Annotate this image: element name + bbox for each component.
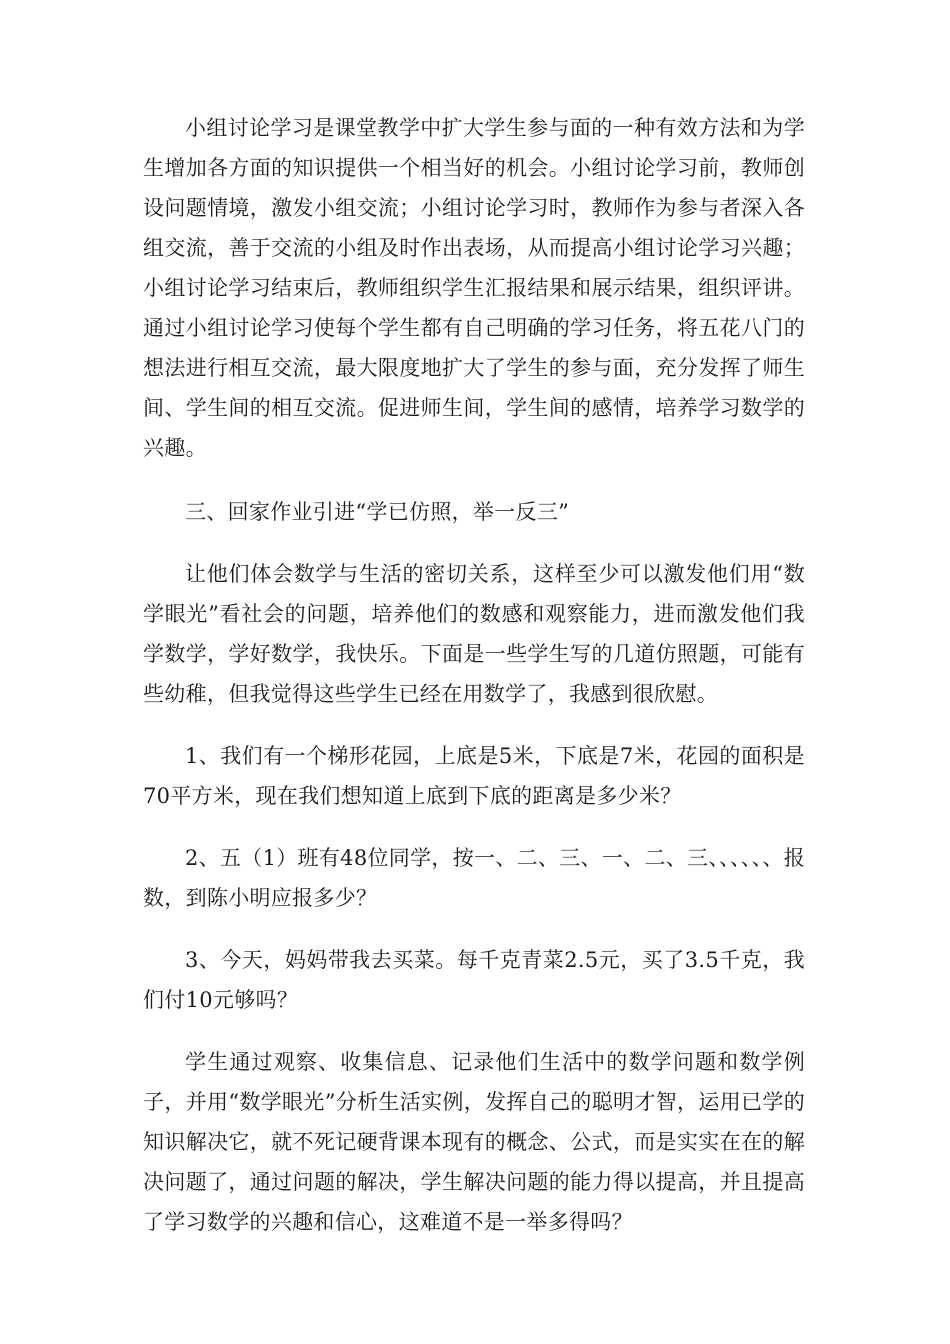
paragraph-conclusion: 学生通过观察、收集信息、记录他们生活中的数学问题和数学例子，并用“数学眼光”分析生活实例，发挥自己的聪明才智，运用已学的知识解决它，就不死记硬背课本现有的概念、公式，而是实实在在的解决问题了，通过问题的解决，学生解决问题的能力得以提高，并且提高了学习数学的兴趣和信心，这难道不是一举多得吗？ <box>143 1050 805 1234</box>
example-problem-2: 2、五（1）班有48位同学，按一、二、三、一、二、三、、、、、、报数，到陈小明应报多少？ <box>143 846 805 910</box>
example-problem-3: 3、今天，妈妈带我去买菜。每千克青菜2.5元，买了3.5千克，我们付10元够吗？ <box>143 948 805 1012</box>
document-page <box>143 108 805 1242</box>
paragraph-math-life: 让他们体会数学与生活的密切关系，这样至少可以激发他们用“数学眼光”看社会的问题，培养他们的数感和观察能力，进而激发他们我学数学，学好数学，我快乐。下面是一些学生写的几道仿照题，可能有些幼稚，但我觉得这些学生已经在用数学了，我感到很欣慰。 <box>143 562 805 706</box>
example-problem-1: 1、我们有一个梯形花园，上底是5米，下底是7米，花园的面积是70平方米，现在我们想知道上底到下底的距离是多少米？ <box>143 744 805 808</box>
paragraph-group-discussion: 小组讨论学习是课堂教学中扩大学生参与面的一种有效方法和为学生增加各方面的知识提供一个相当好的机会。小组讨论学习前，教师创设问题情境，激发小组交流；小组讨论学习时，教师作为参与者深入各组交流，善于交流的小组及时作出表场，从而提高小组讨论学习兴趣；小组讨论学习结束后，教师组织学生汇报结果和展示结果，组织评讲。通过小组讨论学习使每个学生都有自己明确的学习任务，将五花八门的想法进行相互交流，最大限度地扩大了学生的参与面，充分发挥了师生间、学生间的相互交流。促进师生间，学生间的感情，培养学习数学的兴趣。 <box>143 116 805 460</box>
section-heading-homework: 三、回家作业引进“学已仿照，举一反三” <box>185 500 570 524</box>
